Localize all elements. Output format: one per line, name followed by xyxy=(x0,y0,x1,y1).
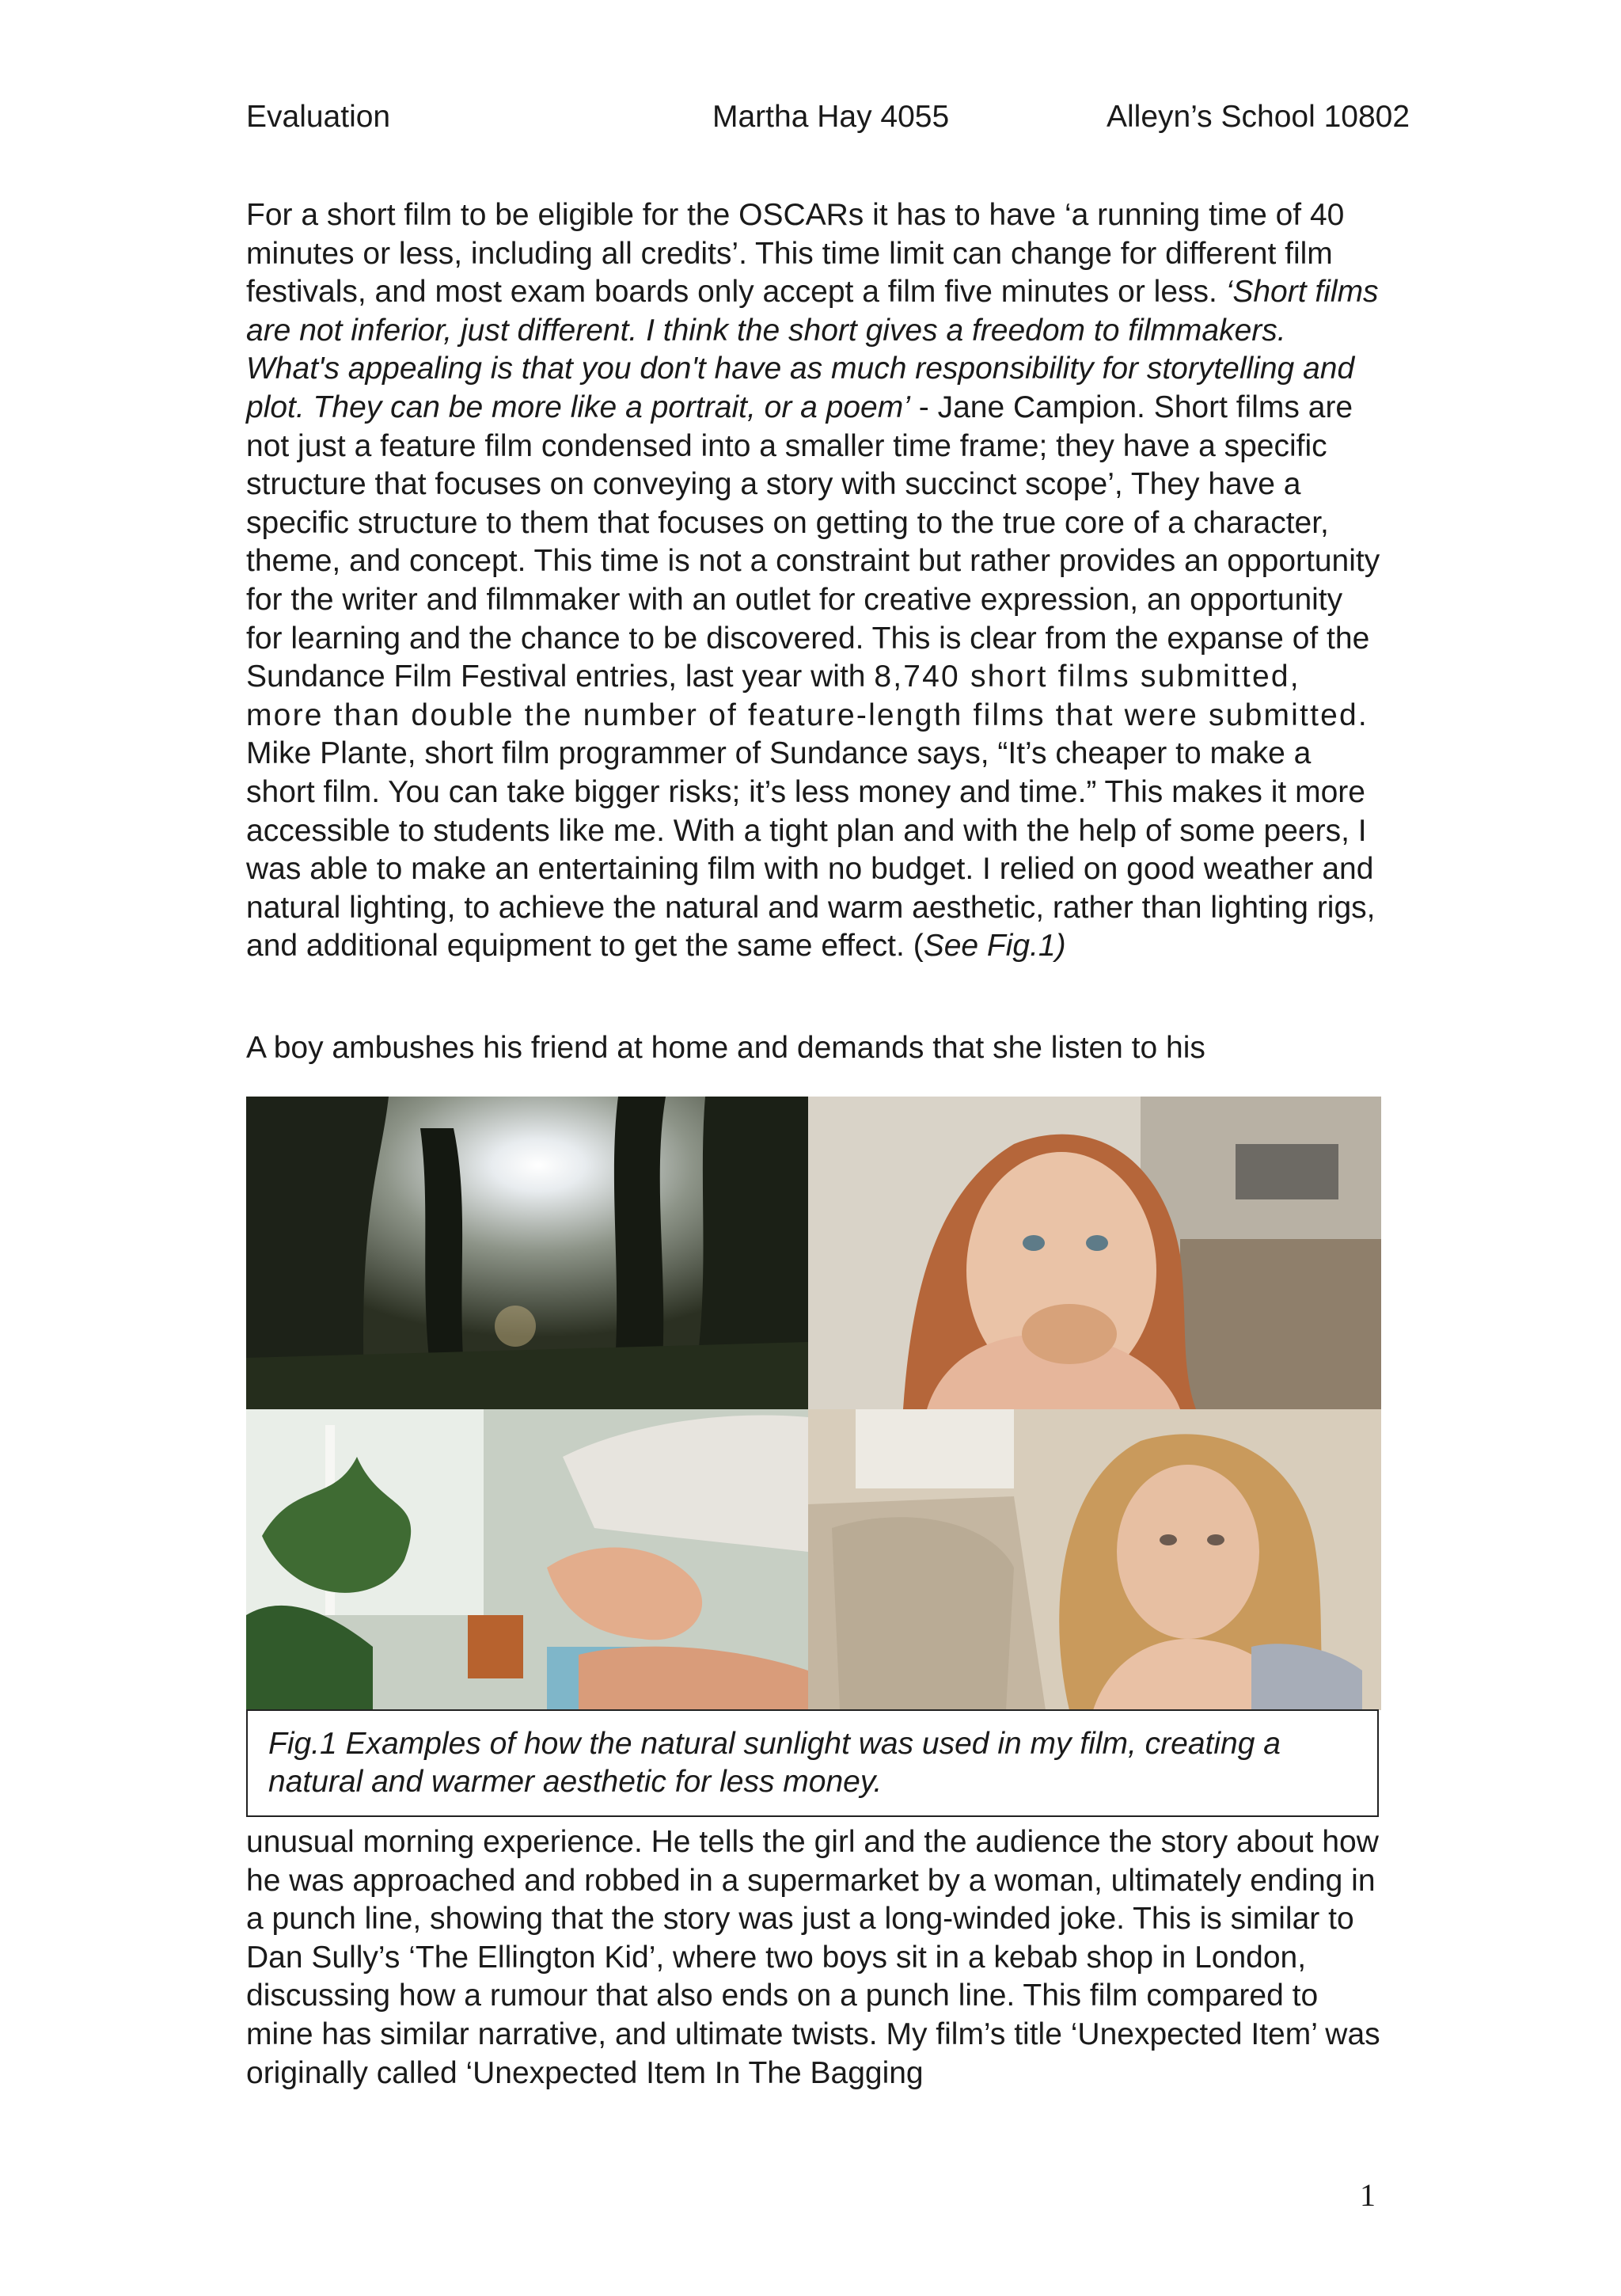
header-author: Martha Hay 4055 xyxy=(712,100,950,134)
page-header xyxy=(0,93,1621,141)
photo-girl-eating-kitchen xyxy=(808,1097,1381,1409)
para1-text-a: For a short film to be eligible for the OSCARs it has to have ‘a running time of 40 minutes or less, including all credits’. This time limit can change for different film festivals, and most exam boards only accept a film five minutes or less. xyxy=(246,198,1345,310)
header-school: Alleyn’s School 10802 xyxy=(1107,100,1410,134)
sundance-statistic: 8,740 short films submitted, more than double the number of feature-length films that were submitted. xyxy=(246,660,1369,732)
figure-1-photo-grid xyxy=(246,1097,1381,1710)
figure-1-caption: Fig.1 Examples of how the natural sunlight was used in my film, creating a natural and warmer aesthetic for less money. xyxy=(246,1709,1379,1817)
paragraph-intro xyxy=(246,196,1384,966)
photo-hand-plants-window xyxy=(246,1409,808,1710)
page-number: 1 xyxy=(1360,2177,1376,2213)
paragraph-plot-start: A boy ambushes his friend at home and demands that she listen to his xyxy=(246,1031,1205,1065)
campion-quote: ‘Short films are not inferior, just different. I think the short gives a freedom to filmmakers. What's appealing is that you don't have as much responsibility for storytelling and plot. They can be more like a portrait, or a poem’ xyxy=(246,275,1379,424)
photo-girl-on-sofa xyxy=(808,1409,1381,1710)
paragraph-plot-continued: unusual morning experience. He tells the girl and the audience the story about how he was approached and robbed in a supermarket by a woman, ultimately ending in a punch line, showing that the story was just a long-winded joke. This is similar to Dan Sully’s ‘The Ellington Kid’, where two boys sit in a kebab shop in London, discussing how a rumour that also ends on a punch line. This film compared to mine has similar narrative, and ultimate twists. My film’s title ‘Unexpected Item’ was originally called ‘Unexpected Item In The Bagging xyxy=(246,1825,1380,2090)
figure-reference: See Fig.1) xyxy=(923,929,1066,964)
photo-forest-sunlight xyxy=(246,1097,808,1409)
header-title: Evaluation xyxy=(246,100,391,134)
para1-text-b: - Jane Campion. Short films are not just a feature film condensed into a smaller time frame; they have a specific structure that focuses on conveying a story with succinct scope’, They have a specific structure to them that focuses on getting to the true core of a character, theme, and concept. This time is not a constraint but rather provides an opportunity for the writer and filmmaker with an outlet for creative expression, an opportunity for learning and the chance to be discovered. This is clear from the expanse of the Sundance Film Festival entries, last year with xyxy=(246,390,1380,694)
para1-text-c: Mike Plante, short film programmer of Sundance says, “It’s cheaper to make a short film. You can take bigger risks; it’s less money and time.” This makes it more accessible to students like me. With a tight plan and with the help of some peers, I was able to make an entertaining film with no budget. I relied on good weather and natural lighting, to achieve the natural and warm aesthetic, rather than lighting rigs, and additional equipment to get the same effect. ( xyxy=(246,736,1376,964)
